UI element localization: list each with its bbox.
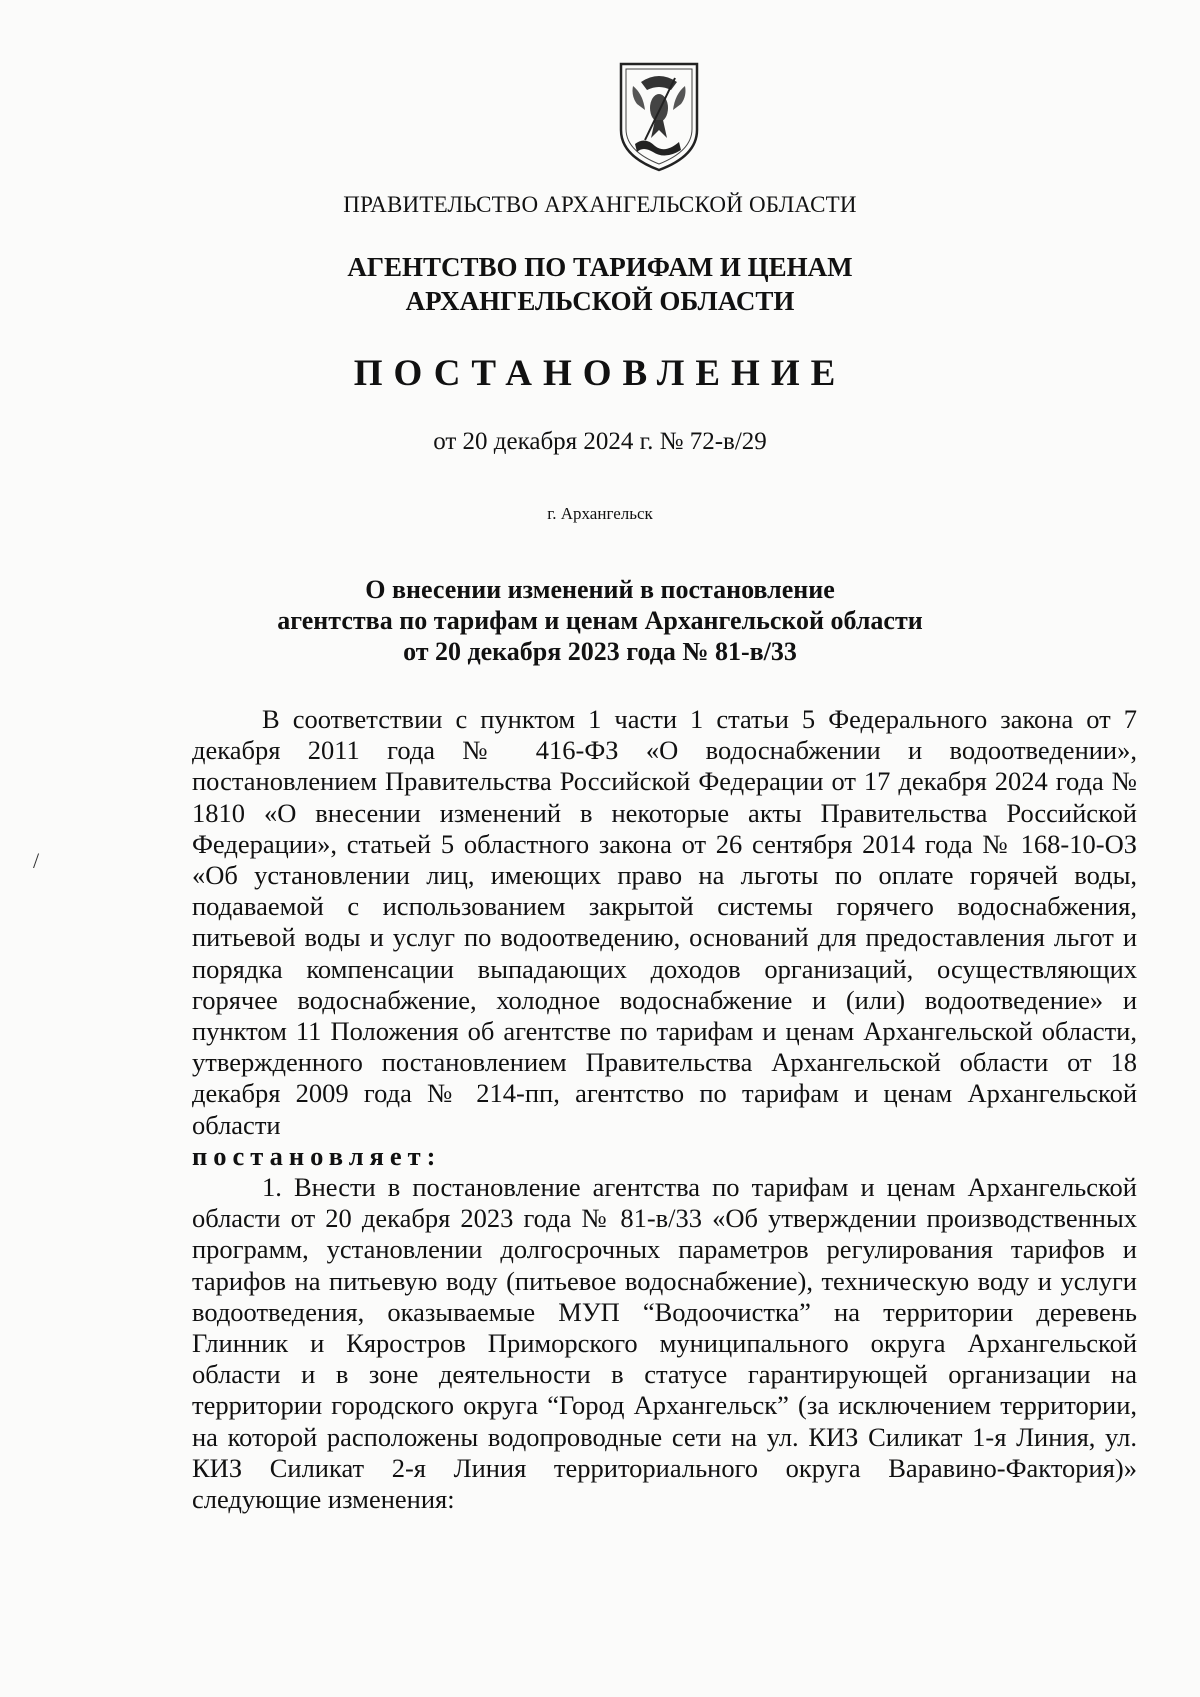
document-body [192, 704, 1137, 1515]
document-date-number: от 20 декабря 2024 г. № 72-в/29 [433, 428, 767, 455]
resolves-word: постановляет: [192, 1140, 442, 1171]
government-heading: ПРАВИТЕЛЬСТВО АРХАНГЕЛЬСКОЙ ОБЛАСТИ [343, 192, 857, 217]
preamble-paragraph: В соответствии с пунктом 1 части 1 статьи 5 Федерального закона от 7 декабря 2011 года № 416-ФЗ «О водоснабжении и водоотведении», постановлением Правительства Российской Федерации от 17 декабря 2024 года № 1810 «О внесении изменений в некоторые акты Правительства Российской Федерации», статьей 5 областного закона от 26 сентября 2014 года № 168-10-ОЗ «Об установлении лиц, имеющих право на льготы по оплате горячей воды, подаваемой с использованием закрытой системы горячего водоснабжения, питьевой воды и услуг по водоотведению, оснований для предоставления льгот и порядка компенсации выпадающих доходов организаций, осуществляющих горячее водоснабжение, холодное водоснабжение и (или) водоотведение» и пунктом 11 Положения об агентстве по тарифам и ценам Архангельской области, утвержденного постановлением Правительства Архангельской области от 18 декабря 2009 года № 214-пп, агентство по тарифам и ценам Архангельской области [192, 704, 1137, 1140]
subject-line-3: от 20 декабря 2023 года № 81-в/33 [403, 637, 797, 666]
document-city: г. Архангельск [547, 504, 653, 523]
margin-mark: / [33, 848, 40, 873]
subject-line-2: агентства по тарифам и ценам Архангельской области [277, 606, 923, 635]
document-subject [0, 574, 1200, 667]
subject-line-1: О внесении изменений в постановление [365, 575, 835, 604]
agency-heading [0, 250, 1200, 318]
agency-heading-line-2: АРХАНГЕЛЬСКОЙ ОБЛАСТИ [405, 286, 795, 316]
item-1-paragraph: 1. Внести в постановление агентства по тарифам и ценам Архангельской области от 20 декабря 2023 года № 81-в/33 «Об утверждении производственных программ, установлении долгосрочных параметров регулирования тарифов и тарифов на питьевую воду (питьевое водоснабжение), техническую воду и услуги водоотведения, оказываемые МУП “Водоочистка” на территории деревень Глинник и Кяростров Приморского муниципального округа Архангельской области и в зоне деятельности в статусе гарантирующей организации на территории городского округа “Город Архангельск” (за исключением территории, на которой расположены водопроводные сети на ул. КИЗ Силикат 1-я Линия, ул. КИЗ Силикат 2-я Линия территориального округа Варавино-Фактория)» следующие изменения: [192, 1172, 1137, 1515]
coat-of-arms-icon [615, 60, 703, 172]
document-type-title: ПОСТАНОВЛЕНИЕ [353, 353, 847, 394]
agency-heading-line-1: АГЕНТСТВО ПО ТАРИФАМ И ЦЕНАМ [347, 252, 853, 282]
